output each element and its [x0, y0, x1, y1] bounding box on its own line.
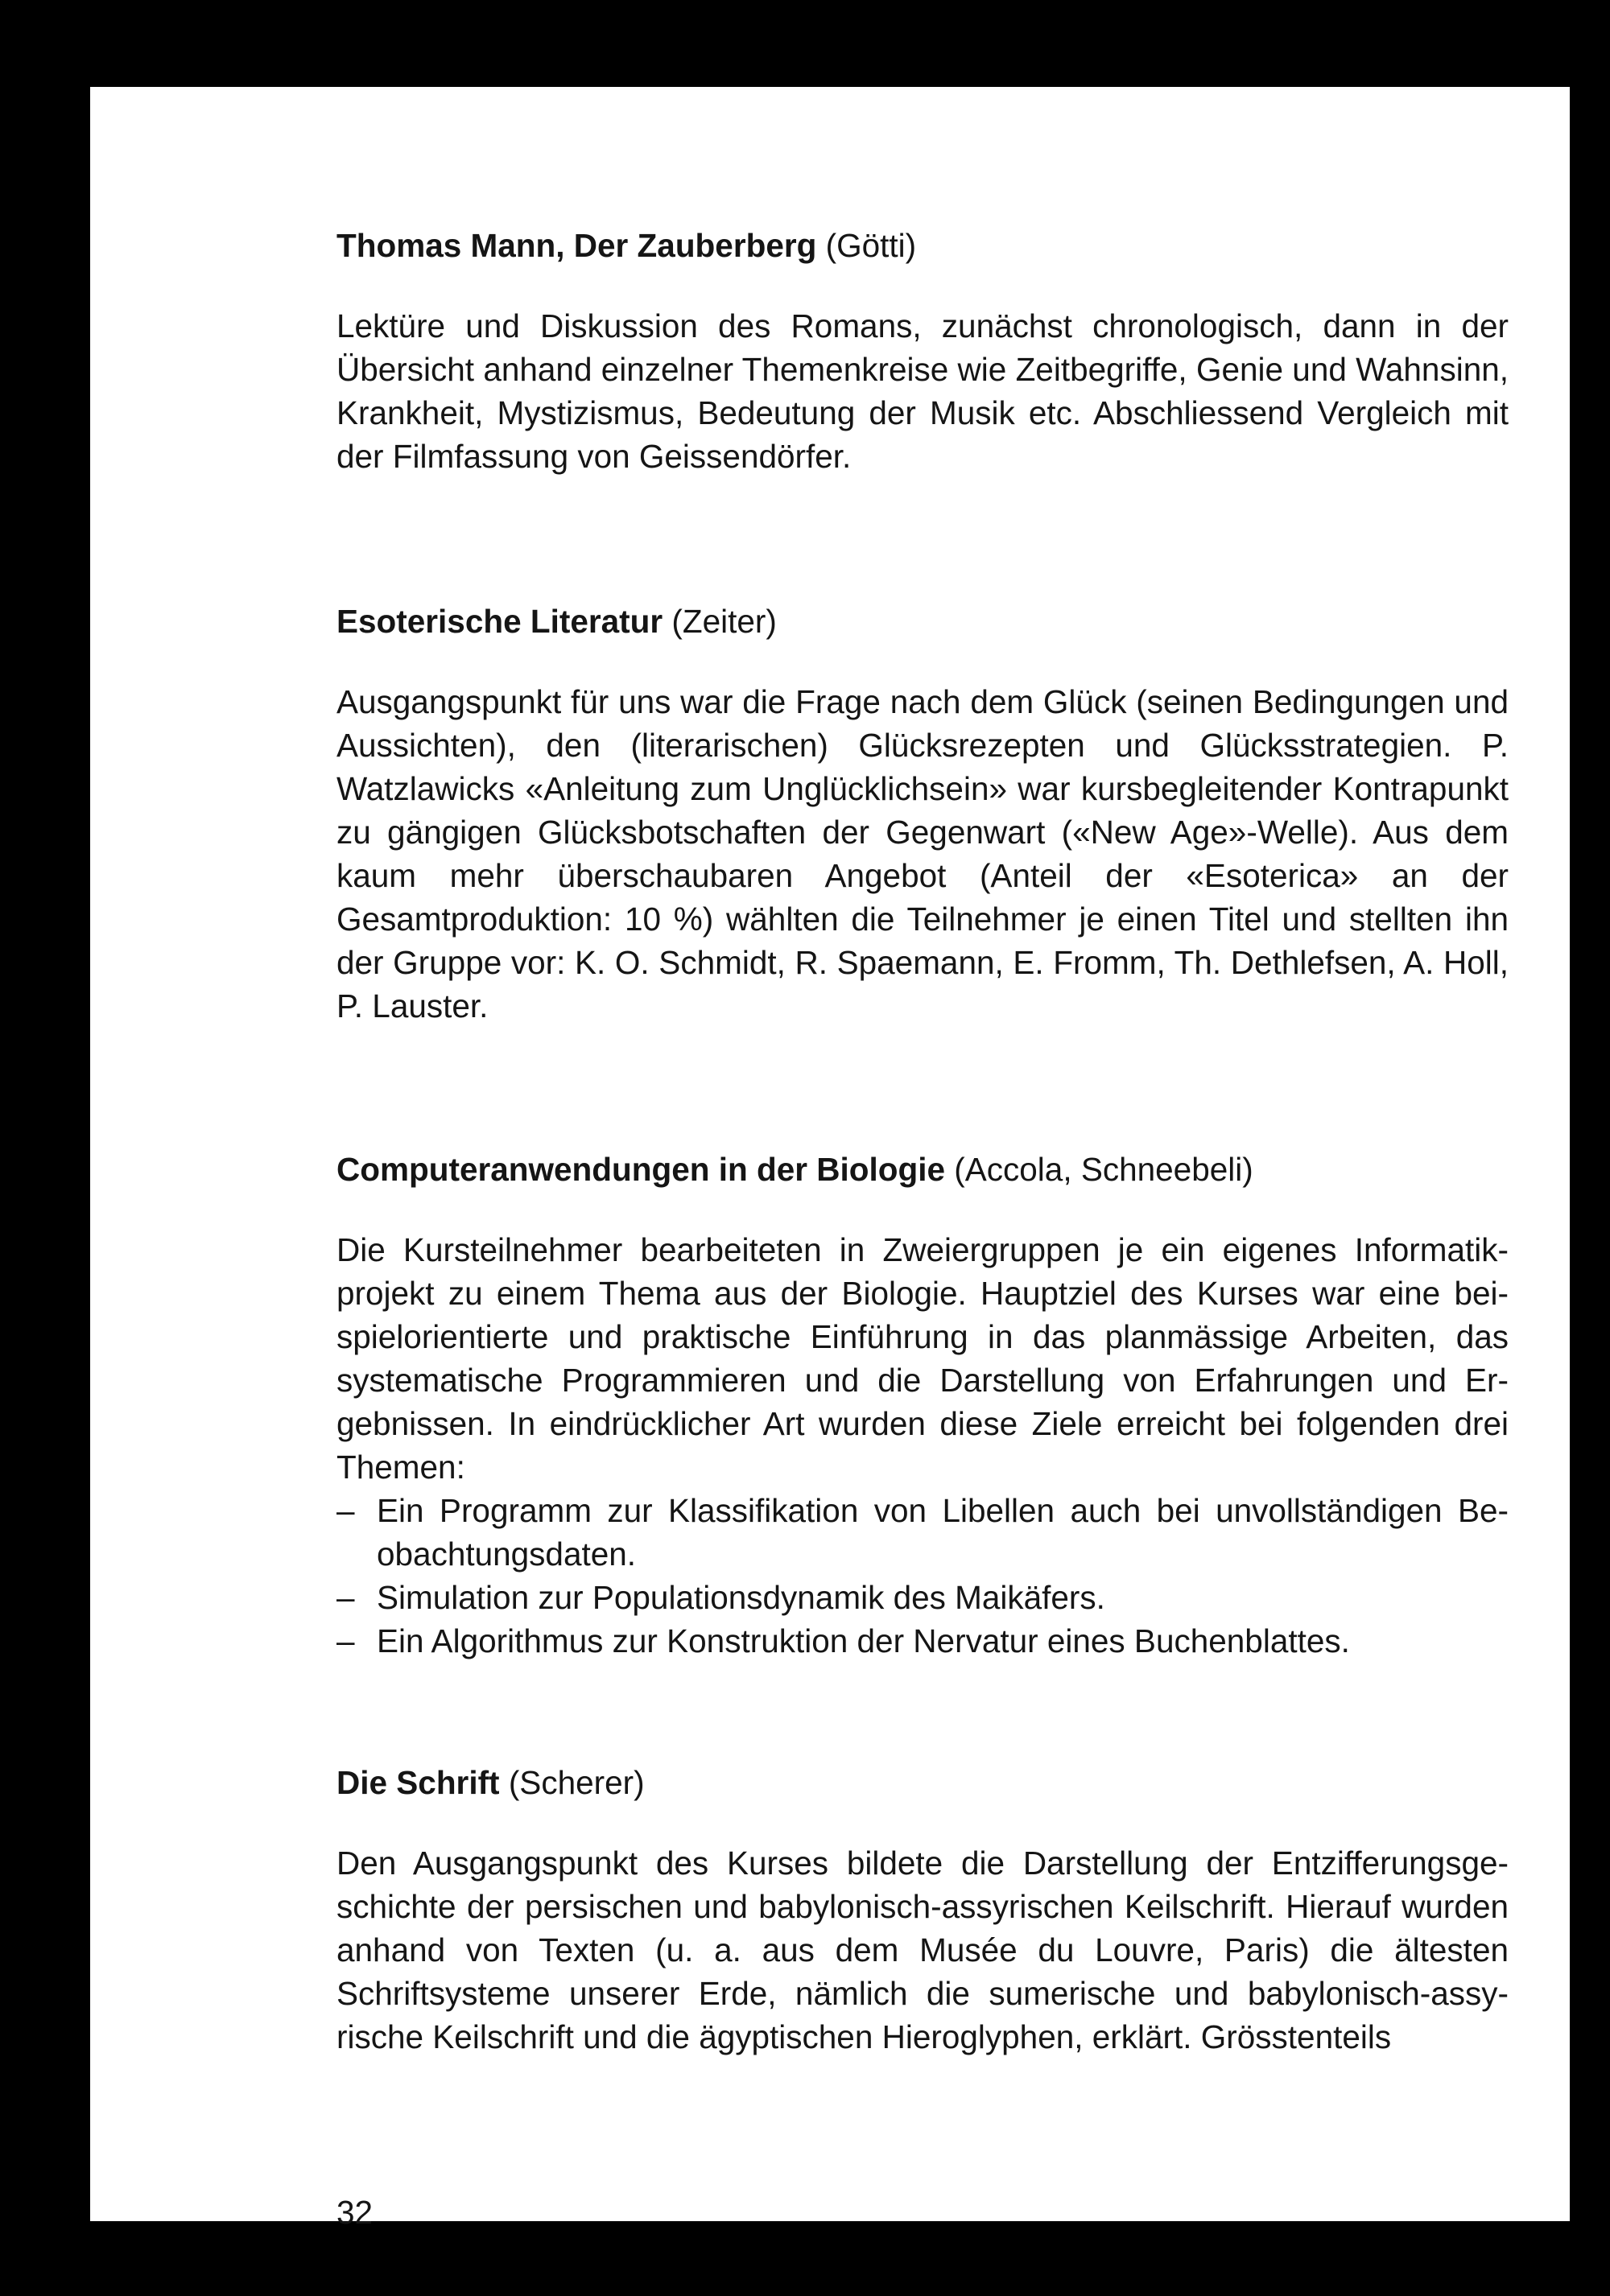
- section-title: Die Schrift: [336, 1764, 500, 1801]
- section-title: Esoterische Literatur: [336, 603, 663, 640]
- section-body: Die Kursteilnehmer bearbeiteten in Zweiergruppen je ein eigenes Informatikprojekt zu einem Thema aus der Biologie. Hauptziel des Kurses war eine beispielorientierte und praktische Einführung in das planmässige Arbeiten, das systematische Programmieren und die Darstellung von Erfahrungen und Ergebnissen. In eindrücklicher Art wurden diese Ziele erreicht bei folgenden drei Themen:: [336, 1231, 1509, 1486]
- section-title: Computeranwendungen in der Biologie: [336, 1151, 946, 1188]
- section-author: (Scherer): [508, 1764, 645, 1801]
- list-item: – Ein Programm zur Klassifikation von Libellen auch bei unvollständigen Beobachtungsdaten.: [336, 1489, 1509, 1576]
- section-heading: [336, 600, 1509, 643]
- list-item: – Ein Algorithmus zur Konstruktion der Nervatur eines Buchenblattes.: [336, 1619, 1509, 1663]
- section-title: Thomas Mann, Der Zauberberg: [336, 227, 817, 264]
- section-body: Ausgangspunkt für uns war die Frage nach dem Glück (seinen Bedingungen und Aussichten), den (literarischen) Glücksrezepten und Glücksstrategien. P. Watzlawicks «Anleitung zum Unglücklichsein» war kursbegleitender Kontrapunkt zu gängigen Glücksbotschaften der Gegenwart («New Age»-Welle). Aus dem kaum mehr überschaubaren Angebot (Anteil der «Esoterica» an der Gesamtproduktion: 10 %) wählten die Teilnehmer je einen Titel und stellten ihn der Gruppe vor: K. O. Schmidt, R. Spaemann, E. Fromm, Th. Dethlefsen, A. Holl, P. Lauster.: [336, 683, 1509, 1024]
- topic-list: [336, 1489, 1509, 1663]
- section-zauberberg: [336, 224, 1509, 478]
- section-author: (Zeiter): [671, 603, 777, 640]
- section-body: Lektüre und Diskussion des Romans, zunächst chronologisch, dann in der Übersicht anhand einzelner Themenkreise wie Zeitbegriffe, Genie und Wahnsinn, Krankheit, Mystizismus, Bedeutung der Musik etc. Abschliessend Vergleich mit der Filmfassung von Geissendörfer.: [336, 307, 1509, 475]
- page-number: 32: [336, 2194, 374, 2231]
- section-die-schrift: [336, 1761, 1509, 2059]
- document-page: [90, 87, 1570, 2231]
- section-heading: [336, 224, 1509, 267]
- section-esoterische-literatur: [336, 600, 1509, 1028]
- section-author: (Götti): [825, 227, 917, 264]
- section-body: Den Ausgangspunkt des Kurses bildete die Darstellung der Entzifferungsgeschichte der persischen und babylonisch-assyrischen Keilschrift. Hierauf wurden anhand von Texten (u. a. aus dem Musée du Louvre, Paris) die ältesten Schriftsysteme unserer Erde, nämlich die sumerische und babylonisch-assyrische Keilschrift und die ägyptischen Hieroglyphen, erklärt. Grösstenteils: [336, 1845, 1509, 2055]
- section-heading: [336, 1761, 1509, 1804]
- section-heading: [336, 1148, 1509, 1191]
- list-item: – Simulation zur Populationsdynamik des Maikäfers.: [336, 1576, 1509, 1619]
- section-author: (Accola, Schneebeli): [954, 1151, 1253, 1188]
- section-computeranwendungen: [336, 1148, 1509, 1663]
